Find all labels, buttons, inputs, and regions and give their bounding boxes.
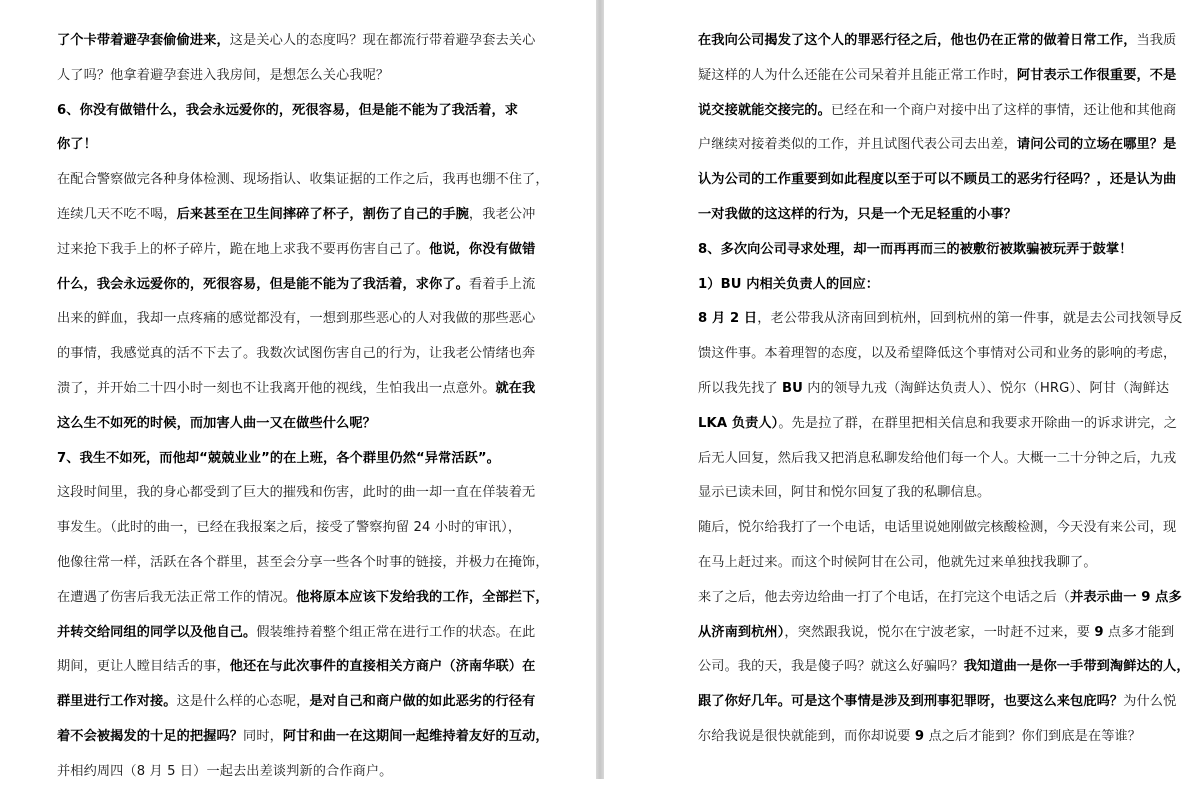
- text-line: [698, 616, 1175, 651]
- text-line: [57, 720, 550, 755]
- text-run: 内的领导九戎（淘鲜达负责人）、悦尔（HRG）、阿甘（淘鲜达: [803, 380, 1170, 396]
- bold-text-run: 他将原本应该下发给我的工作，全部拦下，: [296, 589, 549, 605]
- text-run: 为什么悦: [1123, 694, 1177, 710]
- text-line: [698, 268, 1146, 303]
- text-line: [57, 581, 550, 616]
- text-run: 并相约周四（8 月 5 日）一起去出差谈判新的合作商户。: [57, 763, 393, 779]
- text-run: 已经在和一个商户对接中出了这样的事情，还让他和其他商: [830, 102, 1177, 118]
- bold-text-run: 一对我做的这这样的行为，只是一个无足轻重的小事？: [698, 206, 1017, 222]
- bold-text-run: 6、你没有做错什么，我会永远爱你的，死很容易，但是能不能为了我活着，求: [57, 102, 519, 118]
- left-document-page: [0, 0, 596, 779]
- bold-text-run: 认为公司的工作重要到如此程度以至于可以不顾员工的恶劣行径吗？，还是认为曲: [698, 172, 1177, 188]
- text-run: 显示已读未回，阿甘和悦尔回复了我的私聊信息。: [698, 485, 991, 501]
- text-line: [57, 163, 550, 198]
- text-line: [698, 581, 1182, 616]
- bold-text-run: 8 月 2 日: [698, 311, 758, 327]
- text-run: 连续几天不吃不喝，: [57, 206, 177, 222]
- text-line: [698, 59, 1177, 94]
- text-line: [57, 24, 550, 59]
- bold-text-run: 并表示曲一 9 点多: [1070, 589, 1182, 605]
- text-line: [57, 685, 550, 720]
- text-run: 所以我先找了: [698, 380, 783, 396]
- text-run: 出来的鲜血，我却一点疼痛的感觉都没有，一想到那些恶心的人对我做的那些恶心: [57, 311, 536, 327]
- bold-text-run: 后来甚至在卫生间摔碎了杯子，割伤了自己的手腕: [176, 206, 469, 222]
- text-line: [698, 685, 1177, 720]
- text-line: [57, 94, 550, 129]
- bold-text-run: 你了！: [57, 137, 97, 153]
- text-line: [698, 476, 1146, 511]
- text-line: [698, 337, 1177, 372]
- text-line: [698, 720, 1146, 755]
- text-line: [57, 372, 550, 407]
- right-document-page: [604, 0, 1200, 779]
- text-run: ，我老公冲: [468, 206, 536, 222]
- text-line: [698, 407, 1177, 442]
- text-run: 点多才能到: [1103, 624, 1175, 640]
- text-run: 在配合警察做完各种身体检测、现场指认、收集证据的工作之后，我再也绷不住了，: [57, 172, 549, 188]
- bold-text-run: 8、多次向公司寻求处理，却一而再再而三的被敷衍被欺骗被玩弄于鼓掌！: [698, 241, 1133, 257]
- text-run: 这是关心人的态度吗？现在都流行带着避孕套去关心: [229, 33, 536, 48]
- text-run: 这段时间里，我的身心都受到了巨大的摧残和伤害，此时的曲一却一直在佯装着无: [57, 485, 536, 501]
- bold-text-run: LKA 负责人）: [698, 415, 779, 431]
- bold-text-run: 我知道曲一是你一手带到淘鲜达的人，: [963, 659, 1190, 675]
- bold-text-run: 9: [1094, 624, 1104, 640]
- text-run: ，老公带我从济南回到杭州，回到杭州的第一件事，就是去公司找领导反: [757, 311, 1183, 327]
- text-line: [57, 198, 550, 233]
- bold-text-run: 9: [914, 728, 925, 744]
- text-line: [698, 511, 1177, 546]
- text-run: 溃了，并开始二十四小时一刻也不让我离开他的视线，生怕我出一点意外。: [57, 380, 496, 396]
- bold-text-run: 是对自己和商户做的如此恶劣的行径有: [309, 694, 536, 710]
- bold-text-run: 跟了你好几年。可是这个事情是涉及到刑事犯罪呀，也要这么来包庇吗？: [698, 694, 1124, 710]
- bold-text-run: 群里进行工作对接。: [57, 694, 177, 710]
- text-run: 事发生。（此时的曲一，已经在我报案之后，接受了警察拘留 24 小时的审讯），: [57, 520, 522, 536]
- bold-text-run: 并转交给同组的同学以及他自己。: [57, 624, 257, 640]
- bold-text-run: 阿甘和曲一在这期间一起维持着友好的互动，: [282, 728, 549, 744]
- text-run: 点之后才能到？你们到底是在等谁？: [924, 728, 1142, 744]
- text-run: 疑这样的人为什么还能在公司呆着并且能正常工作时，: [698, 67, 1017, 83]
- text-run: 他像往常一样，活跃在各个群里，甚至会分享一些各个时事的链接，并极力在掩饰，: [57, 554, 549, 570]
- text-run: ，突然跟我说，悦尔在宁波老家，一时赶不过来，要: [784, 624, 1095, 640]
- bold-text-run: BU: [782, 380, 803, 396]
- bold-text-run: 什么，我会永远爱你的，死很容易，但是能不能为了我活着，求你了。: [57, 276, 469, 292]
- text-run: 假装维持着整个组正常在进行工作的状态。在此: [256, 624, 536, 640]
- text-run: 期间，更让人瞠目结舌的事，: [57, 659, 230, 675]
- text-line: [57, 337, 550, 372]
- page-gutter: [596, 0, 604, 779]
- text-run: 公司。我的天，我是傻子吗？就这么好骗吗？: [698, 659, 964, 675]
- text-line: [698, 163, 1177, 198]
- text-line: [698, 650, 1190, 685]
- bold-text-run: 1）BU 内相关负责人的回应：: [698, 276, 880, 292]
- bold-text-run: 在我向公司揭发了这个人的罪恶行径之后，他也仍在正常的做着日常工作，: [698, 33, 1137, 48]
- text-run: 来了之后，他去旁边给曲一打了个电话，在打完这个电话之后（: [698, 589, 1071, 605]
- text-run: 馈这件事。本着理智的态度，以及希望降低这个事情对公司和业务的影响的考虑，: [698, 346, 1177, 362]
- text-line: [698, 546, 1146, 581]
- text-run: 的事情，我感觉真的活不下去了。我数次试图伤害自己的行为，让我老公情绪也奔: [57, 346, 536, 362]
- text-line: [698, 94, 1177, 129]
- bold-text-run: 就在我: [495, 380, 536, 396]
- bold-text-run: 阿甘表示工作很重要，不是: [1016, 67, 1177, 83]
- text-line: [57, 755, 550, 790]
- text-line: [57, 233, 550, 268]
- text-line: [57, 407, 550, 442]
- text-line: [698, 442, 1177, 477]
- text-run: 。先是拉了群，在群里把相关信息和我要求开除曲一的诉求讲完，之: [778, 415, 1177, 431]
- text-line: [698, 24, 1177, 59]
- text-line: [57, 268, 550, 303]
- bold-text-run: 从济南到杭州）: [698, 624, 785, 640]
- text-run: 这是什么样的心态呢，: [176, 694, 310, 710]
- text-run: 当我质: [1136, 33, 1177, 48]
- text-line: [57, 616, 550, 651]
- text-run: 过来抢下我手上的杯子碎片，跪在地上求我不要再伤害自己了。: [57, 241, 430, 257]
- text-line: [57, 59, 550, 94]
- text-line: [57, 128, 550, 163]
- text-line: [698, 302, 1183, 337]
- text-line: [57, 476, 550, 511]
- text-line: [698, 372, 1170, 407]
- text-run: 看着手上流: [468, 276, 536, 292]
- text-line: [57, 650, 550, 685]
- text-line: [57, 546, 550, 581]
- text-line: [698, 198, 1146, 233]
- bold-text-run: 7、我生不如死，而他却“兢兢业业”的在上班，各个群里仍然“异常活跃”。: [57, 450, 500, 466]
- text-run: 户继续对接着类似的工作，并且试图代表公司去出差，: [698, 137, 1017, 153]
- text-run: 在马上赶过来。而这个时候阿甘在公司，他就先过来单独找我聊了。: [698, 554, 1097, 570]
- text-run: 人了吗？他拿着避孕套进入我房间，是想怎么关心我呢？: [57, 67, 390, 83]
- text-run: 在遭遇了伤害后我无法正常工作的情况。: [57, 589, 297, 605]
- text-line: [698, 233, 1146, 268]
- text-run: 同时，: [243, 728, 283, 744]
- text-line: [57, 302, 550, 337]
- bold-text-run: 他还在与此次事件的直接相关方商户（济南华联）在: [229, 659, 536, 675]
- bold-text-run: 这么生不如死的时候，而加害人曲一又在做些什么呢？: [57, 415, 376, 431]
- text-line: [57, 511, 550, 546]
- bold-text-run: 说交接就能交接完的。: [698, 102, 831, 118]
- text-line: [698, 128, 1177, 163]
- text-run: 尔给我说是很快就能到，而你却说要: [698, 728, 915, 744]
- bold-text-run: 着不会被揭发的十足的把握吗？: [57, 728, 244, 744]
- text-run: 后无人回复，然后我又把消息私聊发给他们每一个人。大概一二十分钟之后，九戎: [698, 450, 1177, 466]
- text-run: 随后，悦尔给我打了一个电话，电话里说她刚做完核酸检测，今天没有来公司，现: [698, 520, 1177, 536]
- bold-text-run: 请问公司的立场在哪里？是: [1016, 137, 1177, 153]
- bold-text-run: 了个卡带着避孕套偷偷进来，: [57, 33, 230, 48]
- text-line: [57, 442, 550, 477]
- bold-text-run: 他说，你没有做错: [429, 241, 536, 257]
